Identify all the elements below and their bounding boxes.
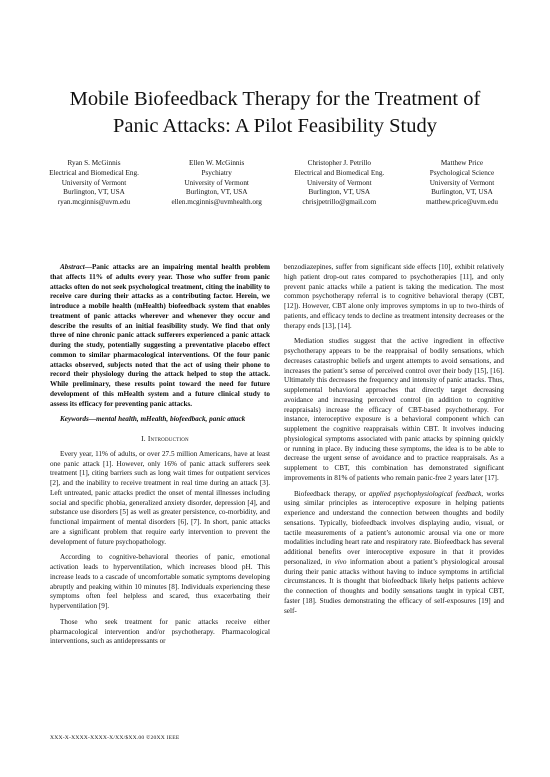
- right-paragraph-2: Mediation studies suggest that the active ingredient in effective psychotherapy appears to be the reappraisal of bodily sensations, which decreases catastrophic beliefs and urgent attempts to avoid sensations, and increases the patient’s sense of perceived control over their body [15], [16]. Ultimately this decreases the frequency and intensity of panic attacks. Thus, supplemental behavioral approaches that directly target decreasing avoidance and increasing perceived control (in addition to cognitive reappraisals) increase the efficacy of CBT-based psychotherapy. For instance, interoceptive exposure is a behavioral component which can supplement the cognitive reappraisals within CBT. It involves inducing physiological symptoms associated with panic attacks by spinning quickly or running in place. By inducing these symptoms, the idea is to be able to decrease the urgent sense of avoidance and to practice reappraisals. As a supplement to CBT, this combination has demonstrated significant improvements in 81% of patients who remain panic-free 2 years later [17].: [284, 337, 504, 482]
- author-location: Burlington, VT, USA: [185, 188, 248, 197]
- author-block: [33, 159, 523, 208]
- abstract-text: —Panic attacks are an impairing mental health problem that affects 11% of adults every year. Those who suffer from panic attacks often do not seek psychological treatment, citing the inability to receive care during their attacks as a contributing factor. Herein, we introduce a mobile health (mHealth) biofeedback system that enables treatment of panic attacks wherever and whenever they occur and describe the results of an initial feasibility study. We find that only three of nine chronic panic attack sufferers experienced a panic attack during the study, potentially suggesting a preventative placebo effect common to similar pharmacological interventions. Of the four panic attacks observed, subjects noted that the act of using their phone to record their physiology during the attack helped to stop the attack. While preliminary, these results point toward the need for future development of this mHealth system and a future clinical study to assess its efficacy for preventing panic attacks.: [50, 263, 270, 408]
- emphasis-term: applied psychophysiological feedback: [369, 489, 482, 498]
- author-name: Ryan S. McGinnis: [67, 159, 121, 167]
- author-org: University of Vermont: [61, 178, 127, 187]
- author-org: University of Vermont: [307, 178, 372, 187]
- author-2: [156, 159, 278, 208]
- author-org: University of Vermont: [429, 178, 495, 187]
- copyright-footer: XXX-X-XXXX-XXXX-X/XX/$XX.00 ©20XX IEEE: [50, 735, 180, 741]
- author-4: [401, 159, 523, 208]
- author-location: Burlington, VT, USA: [63, 188, 125, 197]
- author-dept: Psychiatry: [201, 168, 232, 177]
- author-1: [33, 159, 155, 208]
- keywords: [50, 415, 270, 425]
- author-email: ryan.mcginnis@uvm.edu: [57, 198, 131, 207]
- author-name: Ellen W. McGinnis: [189, 159, 245, 167]
- author-dept: Electrical and Biomedical Eng.: [294, 168, 385, 177]
- author-dept: Psychological Science: [429, 168, 495, 177]
- author-email: ellen.mcginnis@uvmhealth.org: [171, 198, 262, 207]
- title-line-2: Panic Attacks: A Pilot Feasibility Study: [112, 115, 438, 137]
- emphasis-term: in vivo: [325, 557, 347, 566]
- author-name: Christopher J. Petrillo: [307, 159, 371, 167]
- intro-paragraph-3: Those who seek treatment for panic attacks receive either pharmacological intervention and/or psychotherapy. Pharmacological interventions, such as antidepressants or: [50, 617, 270, 646]
- section-number: I.: [141, 434, 146, 443]
- abstract-label: Abstract: [60, 263, 85, 271]
- keywords-text: —mental health, mHealth, biofeedback, panic attack: [88, 415, 246, 424]
- author-email: matthew.price@uvm.edu: [425, 198, 498, 207]
- author-location: Burlington, VT, USA: [308, 188, 371, 197]
- left-column: [50, 263, 270, 647]
- right-paragraph-1: benzodiazepines, suffer from significant side effects [10], exhibit relatively high patient drop-out rates compared to psychotherapies [11], and only prevent panic attacks while a patient is taking the medication. The most common psychotherapy referral is to cognitive behavioral therapy (CBT, [12]). However, CBT alone only improves symptoms in up to two-thirds of patients, and efficacy tends to decline as treatment intensity decreases or the therapy ends [13], [14].: [284, 263, 504, 330]
- intro-paragraph-1: Every year, 11% of adults, or over 27.5 million Americans, have at least one panic attack [1]. However, only 16% of panic attack sufferers seek treatment [1], citing barriers such as long wait times for outpatient services [2], and the inability to receive treatment in real time during an attack [3]. Left untreated, panic attacks predict the onset of mental illnesses including social and specific phobia, generalized anxiety disorder, depression [4], and substance use disorders [5] as well as greater persistence, co-morbidity, and functional impairment of mental disorders [6], [7]. In short, panic attacks are a significant problem that require early intervention to prevent the development of future psychopathology.: [50, 449, 270, 546]
- abstract: [50, 263, 270, 409]
- text-run: Biofeedback therapy, or: [294, 489, 370, 498]
- author-email: chrisjpetrillo@gmail.com: [302, 198, 377, 207]
- section-title: Introduction: [147, 434, 189, 443]
- keywords-label: Keywords: [60, 415, 89, 424]
- author-dept: Electrical and Biomedical Eng.: [49, 168, 139, 177]
- intro-paragraph-2: According to cognitive-behavioral theories of panic, emotional activation leads to hyperventilation, which increases blood pH. This increase leads to a cascade of uncomfortable somatic symptoms developing abruptly and peaking within 10 minutes [8]. Individuals experiencing these symptoms often feel helpless and scared, thus exacerbating their hyperventilation [9].: [50, 553, 270, 610]
- author-org: University of Vermont: [184, 178, 249, 187]
- right-paragraph-3: [284, 490, 504, 617]
- author-name: Matthew Price: [440, 159, 484, 167]
- author-3: [278, 159, 400, 208]
- author-location: Burlington, VT, USA: [431, 188, 493, 197]
- text-run: , works using similar principles as interoceptive exposure in helping patients experience and understand the connection between thoughts and bodily sensations. Typically, biofeedback involves displaying audio, visual, or tactile measurements of a patient’s autonomic arousal via one or more modalities including heart rate and respiratory rate. Biofeedback has several additional benefits over interoceptive exposure in that it provides personalized,: [284, 489, 504, 566]
- right-column: [284, 263, 504, 616]
- paper-title: [40, 86, 510, 140]
- section-heading: [50, 434, 270, 444]
- text-run: information about a patient’s physiological arousal during their panic attacks without having to induce symptoms in artificial circumstances. It is thought that biofeedback likely helps patients achieve the connection of thoughts and bodily sensations taught in typical CBT, faster [18]. Studies demonstrating the efficacy of self-exposures [19] and self-: [284, 557, 504, 615]
- title-line-1: Mobile Biofeedback Therapy for the Treatment of: [69, 88, 481, 110]
